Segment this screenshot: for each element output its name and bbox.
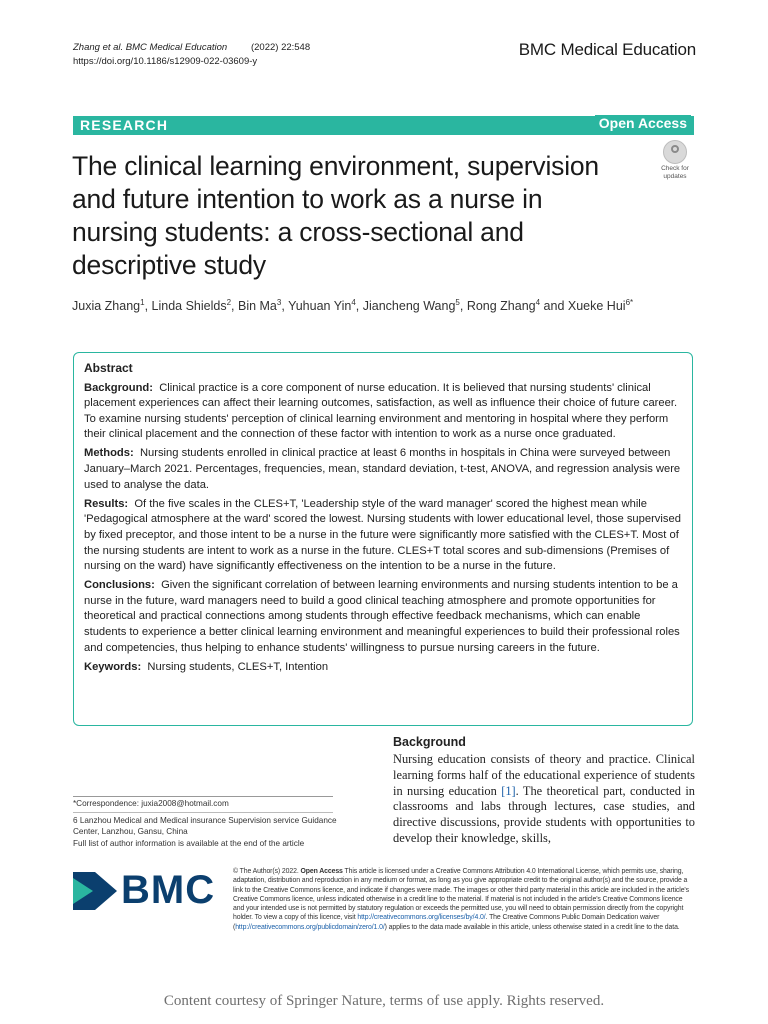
- body-text-cont: . The theoretical part, conducted in classrooms and labs through lectures, case studies, and directive discussions, provide students with opportunities to develop their knowledge, skills,: [393, 783, 695, 845]
- author-name[interactable]: Yuhuan Yin: [288, 299, 352, 314]
- author-name[interactable]: Bin Ma: [237, 299, 277, 314]
- abstract-background: [84, 381, 682, 443]
- abstract-keywords: [84, 660, 682, 676]
- section-banner: [73, 116, 694, 135]
- author-name[interactable]: Juxia Zhang: [72, 299, 141, 314]
- author-affiliation[interactable]: 5: [455, 298, 460, 307]
- body-text: Nursing education consists of theory and practice. Clinical learning forms half of the educational experience of students in nursing education: [393, 752, 695, 798]
- bmc-logo-text: BMC: [121, 868, 216, 912]
- author-affiliation[interactable]: 2: [226, 298, 232, 307]
- abstract-heading: Abstract: [84, 361, 133, 375]
- check-updates-icon: [663, 140, 687, 164]
- results-label: Results:: [84, 497, 129, 510]
- results-text: Of the five scales in the CLES+T, 'Leadership style of the ward manager' scored the highest mean while 'Pedagogical atmosphere at the ward' scored the lowest. Nursing students with lower educational level, those supervised by fixed preceptor, and those intent to be a nurse in the future were significantly more satisfied with the CLES+T. Most of the nursing students are intent to work as a nurse in the future. CLES+T total scores and sub-dimensions (Premises of nursing on the ward) have significantly effectiveness on the intention to be a nurse in the future.: [84, 497, 681, 573]
- abstract-box: [73, 352, 693, 726]
- author-name[interactable]: Jiancheng Wang: [362, 299, 456, 314]
- bmc-logo-mark: [73, 872, 117, 910]
- check-for-updates-badge[interactable]: [655, 140, 695, 182]
- cc-zero-link[interactable]: http://creativecommons.org/publicdomain/zero/1.0/: [235, 923, 385, 931]
- author-affiliation[interactable]: 4: [535, 298, 541, 307]
- bmc-logo: [73, 868, 218, 912]
- citation-authors: Zhang et al. BMC Medical Education: [73, 42, 228, 53]
- abstract-methods: [84, 446, 682, 493]
- keywords-text: Nursing students, CLES+T, Intention: [147, 660, 329, 673]
- badge-line-2: updates: [663, 173, 687, 180]
- author-name[interactable]: Xueke Hui: [567, 299, 626, 314]
- abstract-conclusions: [84, 578, 682, 656]
- author-name[interactable]: Rong Zhang: [466, 299, 536, 314]
- section-heading-background: Background: [393, 735, 466, 749]
- methods-label: Methods:: [84, 447, 134, 460]
- author-affiliation[interactable]: 4: [351, 298, 356, 307]
- section-label: RESEARCH: [80, 117, 169, 133]
- correspondence: *Correspondence: juxia2008@hotmail.com: [73, 799, 229, 808]
- footnotes: [73, 796, 363, 849]
- author-affiliation[interactable]: 6*: [625, 298, 634, 307]
- page-footer: Content courtesy of Springer Nature, terms of use apply. Rights reserved.: [163, 993, 605, 1009]
- background-text: Clinical practice is a core component of nurse education. It is believed that nursing students' clinical placement experiences can affect their learning outcomes, satisfaction, as well as influence their choice of future career. To examine nursing students' perception of clinical learning environment and mentoring in hospital where they perform their clinical placement and the connection of these factor with intention to work as a nurse once graduated.: [84, 381, 678, 441]
- article-title: The clinical learning environment, supervision and future intention to work as a nurse in nursing students: a cross-sectional and descriptive study: [72, 151, 599, 280]
- author-affiliation[interactable]: 3: [276, 298, 282, 307]
- author-info-note: Full list of author information is available at the end of the article: [73, 838, 305, 848]
- footnote-rule: [73, 796, 333, 797]
- reference-link[interactable]: [1]: [501, 783, 516, 798]
- footnote-divider: [73, 812, 333, 813]
- keywords-label: Keywords:: [84, 660, 142, 673]
- author-name[interactable]: Linda Shields: [151, 299, 227, 314]
- badge-line-1: Check for: [661, 165, 689, 172]
- methods-text: Nursing students enrolled in clinical practice at least 6 months in hospitals in China were surveyed between January–March 2021. Percentages, frequencies, mean, standard deviation, t-test, ANOVA, and regression analysis were used to analyse the data.: [84, 447, 681, 491]
- author-list: Juxia Zhang$^1$, Linda Shields$^2$, Bin Ma$^3$, Yuhuan Yin$^4$, Jiancheng Wang$^5$, Rong Zhang$^4$ and Xueke Hui$^{6*}$: [72, 298, 634, 314]
- citation: [73, 41, 310, 69]
- citation-year: (2022) 22:548: [250, 42, 311, 53]
- doi-link[interactable]: https://doi.org/10.1186/s12909-022-03609-y: [73, 56, 258, 67]
- open-access-label: Open Access: [595, 115, 691, 131]
- journal-name: BMC Medical Education: [518, 40, 696, 59]
- background-label: Background:: [84, 381, 153, 394]
- cc-by-link[interactable]: http://creativecommons.org/licenses/by/4.0/: [357, 914, 486, 922]
- body-paragraph: [393, 752, 695, 847]
- conclusions-text: Given the significant correlation of between learning environments and nursing students intention to be a nurse in the future, ward managers need to build a good clinical teaching atmosphere and promote opportunities for theoretical and practical connections among students through effective feedback mechanisms, which can enable students to experience a better clinical learning environment and meaningful experiences to build their professional roles and competencies, thus helping to enhance students' willingness to pursue nursing careers in the future.: [84, 579, 680, 654]
- open-access-bold: Open Access: [300, 868, 343, 875]
- conclusions-label: Conclusions:: [84, 579, 155, 592]
- license-text: © The Author(s) 2022. Open Access This article is licensed under a Creative Commons Attribution 4.0 International License, which permits use, sharing, adaptation, distribution and reproduction in any medium or format, as long as you give appropriate credit to the original author(s) and the source, provide a link to the Creative Commons licence, and indicate if changes were made. The images or other third party material in this article are included in the article's Creative Commons licence, unless indicated otherwise in a credit line to the material. If material is not included in the article's Creative Commons licence and your intended use is not permitted by statutory regulation or exceeds the permitted use, you will need to obtain permission directly from the copyright holder. To view a copy of this licence, visit http://creativecommons.org/licenses/by/4.0/. The Creative Commons Public Domain Dedication waiver (http://creativecommons.org/publicdomain/zero/1.0/) applies to the data made available in this article, unless otherwise stated in a credit line to the data.: [233, 868, 689, 931]
- abstract-results: [84, 497, 682, 575]
- affiliation-note: 6 Lanzhou Medical and Medical insurance Supervision service Guidance Center, Lanzhou, Gansu, China: [73, 816, 337, 837]
- author-affiliation[interactable]: 1: [140, 298, 145, 307]
